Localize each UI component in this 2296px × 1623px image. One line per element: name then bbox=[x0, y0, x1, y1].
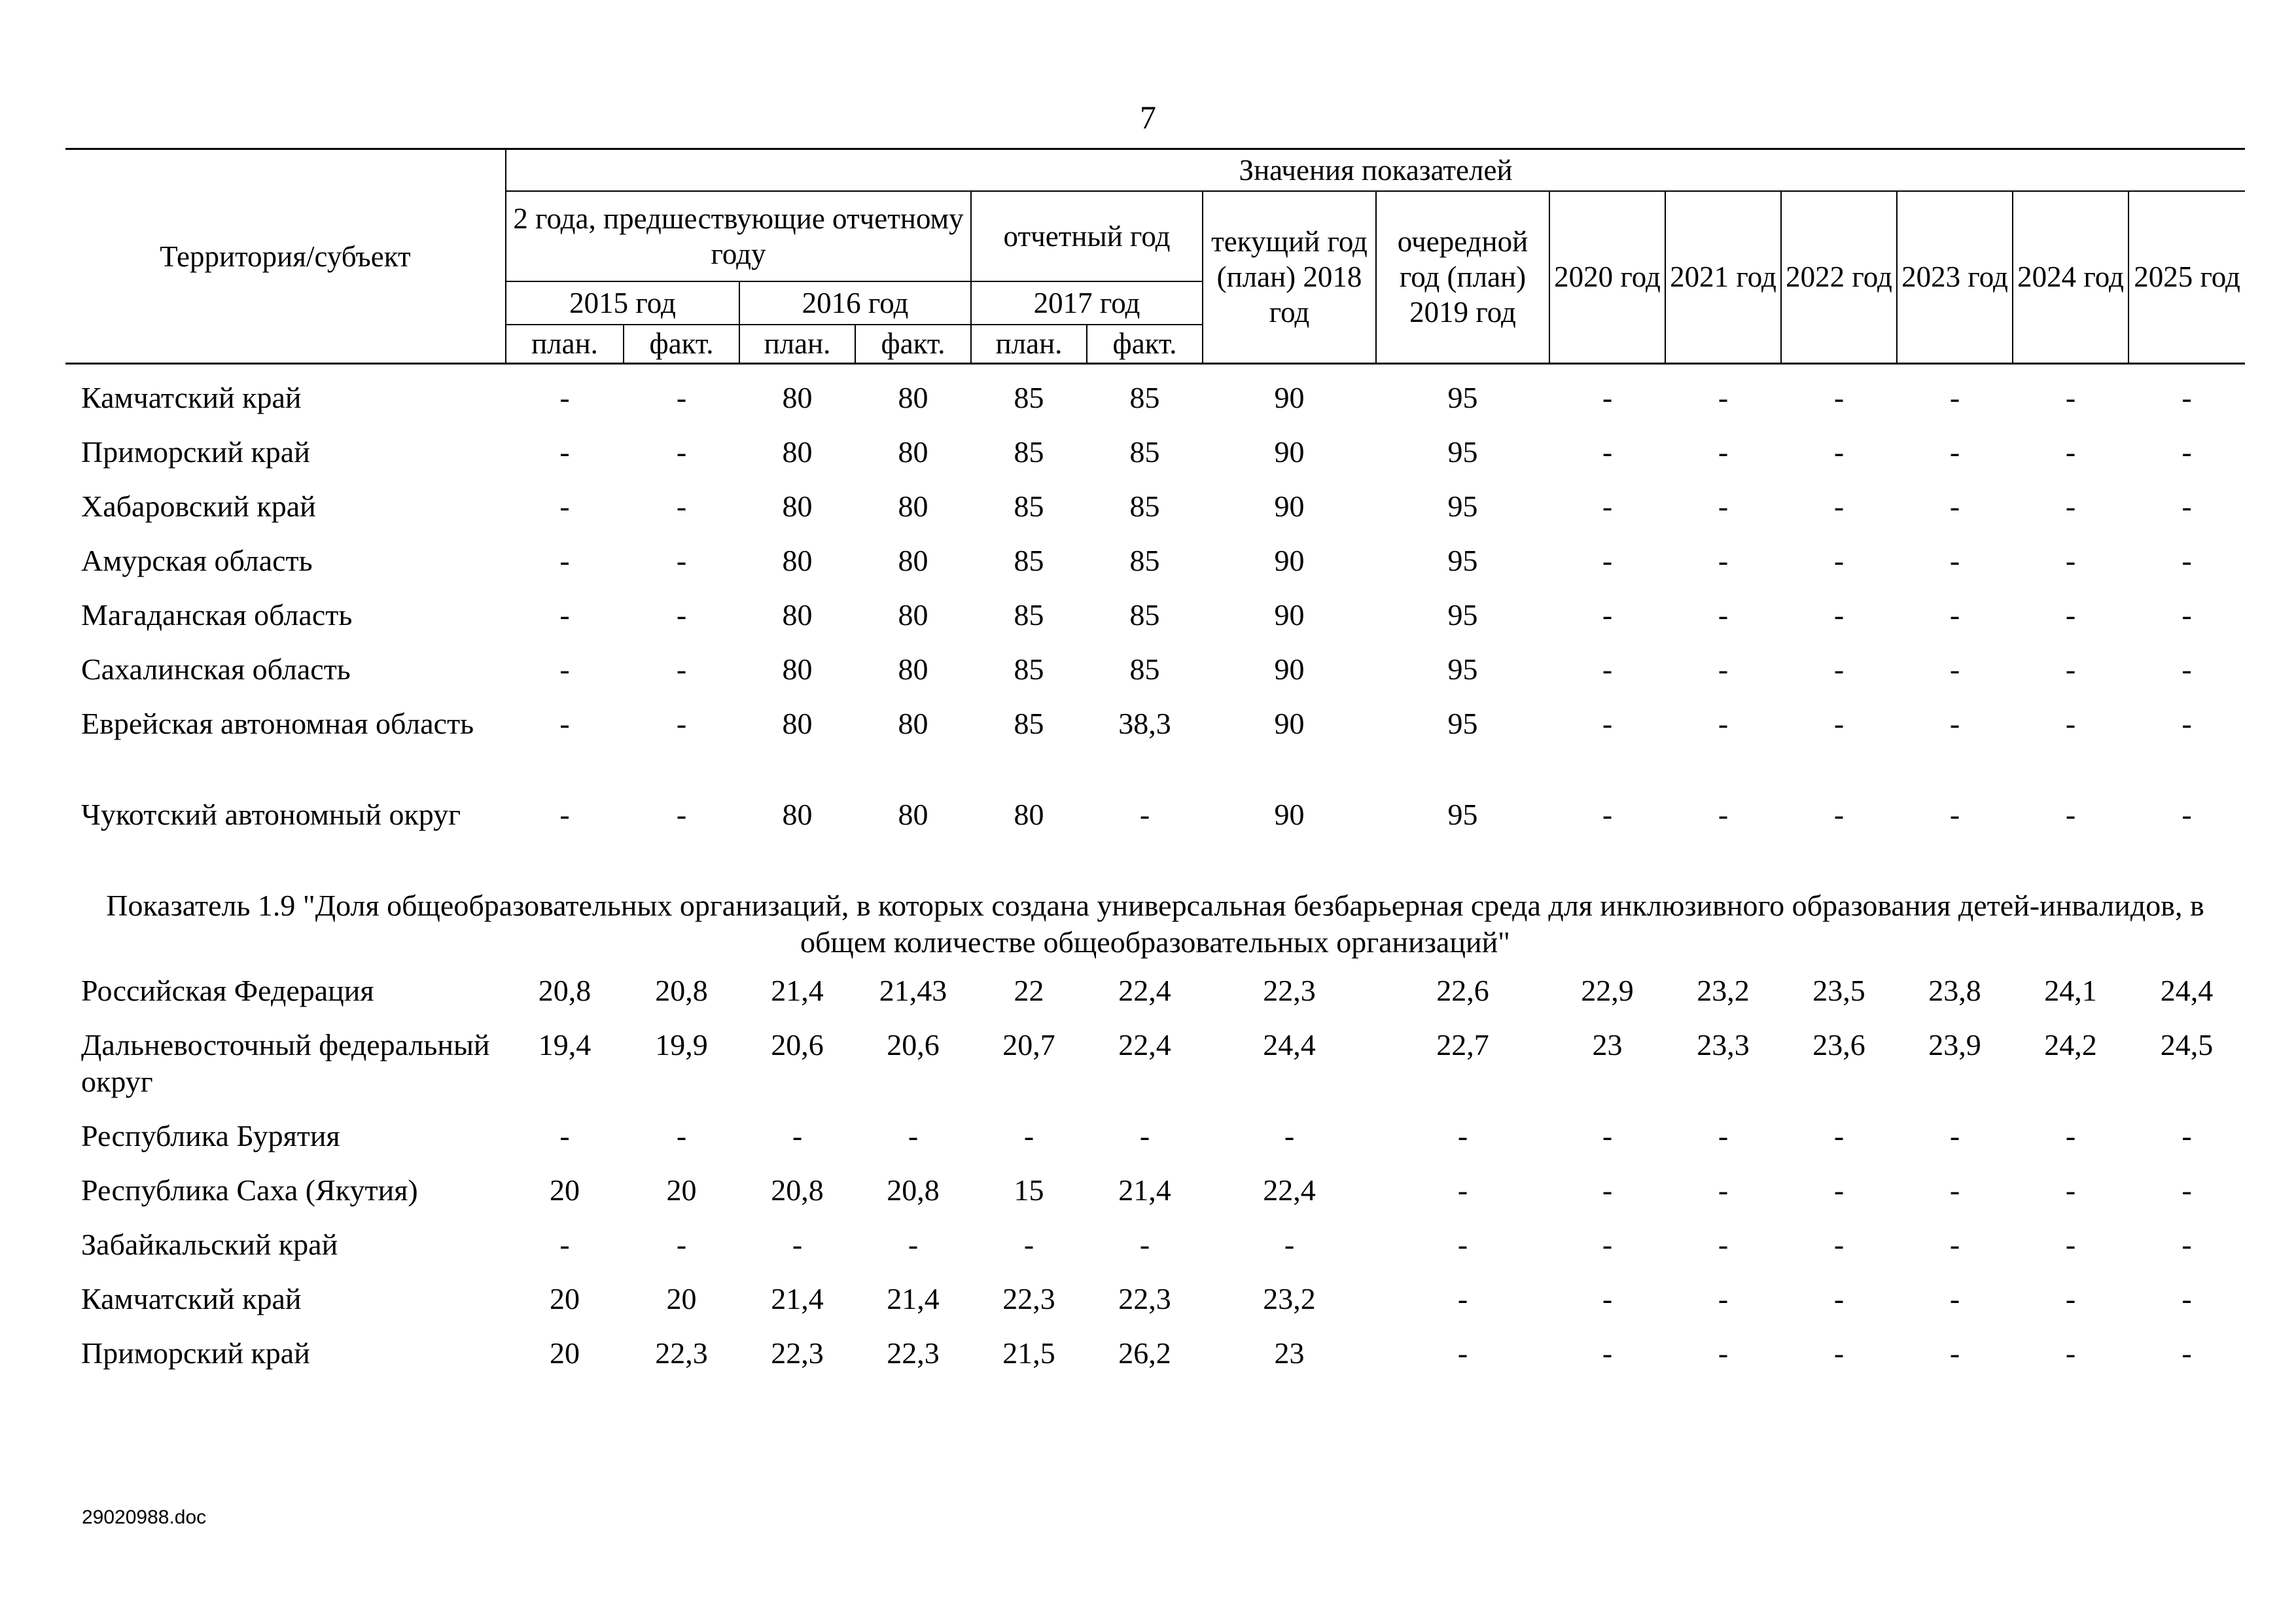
row-value: - bbox=[559, 381, 570, 414]
row-territory: Амурская область bbox=[81, 544, 313, 577]
row-value: - bbox=[2181, 1228, 2192, 1261]
row-territory: Приморский край bbox=[81, 1336, 310, 1370]
row-value: - bbox=[1949, 598, 1960, 632]
row-value: - bbox=[1718, 381, 1729, 414]
row-value: 80 bbox=[782, 798, 813, 831]
row-value: 90 bbox=[1274, 544, 1305, 577]
row-value: - bbox=[559, 544, 570, 577]
row-value: 85 bbox=[1014, 652, 1044, 686]
table-row bbox=[65, 1118, 2245, 1172]
row-value: 23,9 bbox=[1928, 1028, 1981, 1061]
row-territory: Еврейская автономная область bbox=[81, 707, 474, 740]
row-value: 80 bbox=[898, 544, 928, 577]
row-value: 21,5 bbox=[1002, 1336, 1055, 1370]
row-value: 90 bbox=[1274, 707, 1305, 740]
row-value: 80 bbox=[782, 435, 813, 469]
col-2017-fact: факт. bbox=[1087, 325, 1203, 364]
row-value: - bbox=[559, 652, 570, 686]
row-value: - bbox=[2065, 652, 2076, 686]
row-value: - bbox=[2065, 381, 2076, 414]
row-value: - bbox=[792, 1119, 803, 1152]
row-value: - bbox=[2181, 1173, 2192, 1207]
row-value: 22,3 bbox=[1118, 1282, 1171, 1315]
row-value: 22,3 bbox=[1002, 1282, 1055, 1315]
row-value: - bbox=[2181, 1336, 2192, 1370]
table-row bbox=[65, 543, 2245, 597]
row-value: - bbox=[1833, 1119, 1845, 1152]
row-territory: Чукотский автономный округ bbox=[81, 798, 461, 831]
row-value: 23,8 bbox=[1928, 974, 1981, 1007]
row-value: 80 bbox=[782, 598, 813, 632]
row-value: 20,8 bbox=[771, 1173, 824, 1207]
row-value: - bbox=[1602, 1173, 1613, 1207]
row-value: - bbox=[1602, 652, 1613, 686]
row-value: - bbox=[1457, 1282, 1468, 1315]
row-value: - bbox=[1718, 1336, 1729, 1370]
row-value: - bbox=[1833, 1228, 1845, 1261]
row-value: 85 bbox=[1014, 598, 1044, 632]
row-territory: Хабаровский край bbox=[81, 490, 316, 523]
row-value: - bbox=[559, 707, 570, 740]
row-value: 22,4 bbox=[1263, 1173, 1316, 1207]
row-value: - bbox=[1833, 381, 1845, 414]
col-2017-plan: план. bbox=[971, 325, 1087, 364]
row-value: - bbox=[1949, 544, 1960, 577]
row-value: 85 bbox=[1014, 435, 1044, 469]
row-value: - bbox=[559, 490, 570, 523]
row-value: 20 bbox=[550, 1336, 580, 1370]
row-value: - bbox=[1949, 1173, 1960, 1207]
row-value: 20 bbox=[550, 1173, 580, 1207]
row-value: 90 bbox=[1274, 652, 1305, 686]
row-value: - bbox=[1949, 1228, 1960, 1261]
row-value: 80 bbox=[1014, 798, 1044, 831]
row-value: 24,1 bbox=[2044, 974, 2097, 1007]
row-value: - bbox=[2181, 598, 2192, 632]
row-value: 20,7 bbox=[1002, 1028, 1055, 1061]
row-value: - bbox=[2065, 798, 2076, 831]
row-value: 15 bbox=[1014, 1173, 1044, 1207]
row-value: - bbox=[676, 435, 687, 469]
row-value: - bbox=[1949, 798, 1960, 831]
row-value: 22,3 bbox=[887, 1336, 940, 1370]
row-value: 85 bbox=[1014, 544, 1044, 577]
row-value: - bbox=[908, 1119, 919, 1152]
row-value: 24,5 bbox=[2160, 1028, 2214, 1061]
row-territory: Камчатский край bbox=[81, 381, 302, 414]
row-value: - bbox=[1457, 1336, 1468, 1370]
row-value: 95 bbox=[1447, 490, 1478, 523]
row-value: 20 bbox=[666, 1282, 697, 1315]
row-value: - bbox=[1718, 1119, 1729, 1152]
row-value: - bbox=[1602, 1336, 1613, 1370]
row-value: 23 bbox=[1592, 1028, 1623, 1061]
row-value: - bbox=[676, 381, 687, 414]
row-value: 85 bbox=[1014, 707, 1044, 740]
col-2021: 2021 год bbox=[1665, 191, 1781, 364]
row-value: - bbox=[1833, 435, 1845, 469]
row-value: - bbox=[559, 1119, 570, 1152]
row-value: - bbox=[2065, 435, 2076, 469]
col-2016-fact: факт. bbox=[855, 325, 971, 364]
row-value: 80 bbox=[782, 381, 813, 414]
row-value: 23,2 bbox=[1697, 974, 1750, 1007]
row-value: - bbox=[676, 1119, 687, 1152]
row-value: - bbox=[1833, 1173, 1845, 1207]
row-value: - bbox=[1833, 1336, 1845, 1370]
row-value: - bbox=[1718, 798, 1729, 831]
row-value: 80 bbox=[782, 652, 813, 686]
row-value: - bbox=[1602, 1228, 1613, 1261]
row-value: 20 bbox=[666, 1173, 697, 1207]
row-value: - bbox=[1718, 490, 1729, 523]
row-territory: Приморский край bbox=[81, 435, 310, 469]
row-value: 23,6 bbox=[1812, 1028, 1865, 1061]
row-value: - bbox=[1602, 798, 1613, 831]
row-value: 24,4 bbox=[1263, 1028, 1316, 1061]
table-row bbox=[65, 705, 2245, 796]
row-value: 80 bbox=[898, 707, 928, 740]
row-value: - bbox=[1718, 707, 1729, 740]
table-row bbox=[65, 1335, 2245, 1389]
row-value: 85 bbox=[1129, 490, 1160, 523]
row-value: - bbox=[559, 798, 570, 831]
row-territory: Республика Бурятия bbox=[81, 1119, 340, 1152]
row-value: - bbox=[1949, 1336, 1960, 1370]
row-value: - bbox=[2181, 435, 2192, 469]
row-value: - bbox=[2181, 707, 2192, 740]
row-value: 38,3 bbox=[1118, 707, 1171, 740]
row-value: 26,2 bbox=[1118, 1336, 1171, 1370]
row-value: 23 bbox=[1274, 1336, 1305, 1370]
row-value: - bbox=[2065, 544, 2076, 577]
group-report-year: отчетный год bbox=[971, 191, 1203, 281]
row-value: 22,4 bbox=[1118, 974, 1171, 1007]
row-value: 21,43 bbox=[879, 974, 947, 1007]
row-value: 80 bbox=[898, 598, 928, 632]
row-value: - bbox=[1949, 490, 1960, 523]
row-value: - bbox=[1833, 798, 1845, 831]
row-value: 21,4 bbox=[887, 1282, 940, 1315]
row-value: 21,4 bbox=[771, 1282, 824, 1315]
row-value: - bbox=[1023, 1228, 1034, 1261]
table-row bbox=[65, 651, 2245, 705]
row-value: 20,8 bbox=[538, 974, 592, 1007]
row-value: 95 bbox=[1447, 544, 1478, 577]
col-2022: 2022 год bbox=[1781, 191, 1897, 364]
row-value: 80 bbox=[898, 381, 928, 414]
row-value: - bbox=[676, 798, 687, 831]
row-value: - bbox=[559, 1228, 570, 1261]
row-value: 80 bbox=[898, 490, 928, 523]
row-value: 90 bbox=[1274, 381, 1305, 414]
col-2025: 2025 год bbox=[2128, 191, 2245, 364]
row-value: - bbox=[1833, 544, 1845, 577]
row-value: - bbox=[1833, 598, 1845, 632]
group-prev-years: 2 года, предшествующие отчетному году bbox=[506, 191, 971, 281]
row-value: 85 bbox=[1014, 490, 1044, 523]
row-value: - bbox=[1833, 1282, 1845, 1315]
row-value: 80 bbox=[898, 798, 928, 831]
row-value: - bbox=[1602, 381, 1613, 414]
row-value: 85 bbox=[1129, 381, 1160, 414]
values-title: Значения показателей bbox=[506, 149, 2245, 191]
table-row bbox=[65, 380, 2245, 434]
row-value: - bbox=[676, 1228, 687, 1261]
row-value: 85 bbox=[1014, 381, 1044, 414]
row-value: 22,6 bbox=[1436, 974, 1489, 1007]
row-value: - bbox=[676, 707, 687, 740]
row-value: 22,4 bbox=[1118, 1028, 1171, 1061]
row-value: 90 bbox=[1274, 435, 1305, 469]
row-value: - bbox=[1718, 1228, 1729, 1261]
row-value: - bbox=[1833, 490, 1845, 523]
row-value: - bbox=[1602, 1282, 1613, 1315]
row-value: - bbox=[2181, 490, 2192, 523]
row-value: 80 bbox=[898, 435, 928, 469]
row-value: 80 bbox=[782, 490, 813, 523]
row-value: 22,3 bbox=[1263, 974, 1316, 1007]
row-value: - bbox=[1949, 381, 1960, 414]
table-row bbox=[65, 597, 2245, 651]
col-2024: 2024 год bbox=[2013, 191, 2128, 364]
row-value: 80 bbox=[898, 652, 928, 686]
col-2016-plan: план. bbox=[739, 325, 855, 364]
row-value: 19,9 bbox=[655, 1028, 708, 1061]
row-value: - bbox=[1718, 598, 1729, 632]
col-2015: 2015 год bbox=[506, 281, 739, 325]
row-value: 80 bbox=[782, 544, 813, 577]
row-value: - bbox=[1718, 435, 1729, 469]
row-value: - bbox=[1949, 1282, 1960, 1315]
row-value: - bbox=[2181, 544, 2192, 577]
table-header bbox=[65, 148, 2245, 365]
row-value: - bbox=[1284, 1119, 1295, 1152]
row-value: - bbox=[1949, 435, 1960, 469]
row-value: - bbox=[2065, 1282, 2076, 1315]
row-territory: Камчатский край bbox=[81, 1282, 302, 1315]
table-row bbox=[65, 488, 2245, 543]
col-2017: 2017 год bbox=[971, 281, 1203, 325]
row-value: - bbox=[2181, 652, 2192, 686]
row-value: - bbox=[1718, 544, 1729, 577]
col-2015-plan: план. bbox=[506, 325, 624, 364]
row-value: - bbox=[1602, 1119, 1613, 1152]
row-value: - bbox=[676, 544, 687, 577]
row-value: - bbox=[676, 598, 687, 632]
row-value: 95 bbox=[1447, 381, 1478, 414]
row-value: 22,7 bbox=[1436, 1028, 1489, 1061]
row-value: 85 bbox=[1129, 544, 1160, 577]
row-value: 95 bbox=[1447, 598, 1478, 632]
row-value: - bbox=[1949, 707, 1960, 740]
row-value: 85 bbox=[1129, 598, 1160, 632]
col-2015-fact: факт. bbox=[624, 325, 739, 364]
row-value: 23,5 bbox=[1812, 974, 1865, 1007]
row-value: 24,4 bbox=[2160, 974, 2214, 1007]
col-2020: 2020 год bbox=[1549, 191, 1665, 364]
row-value: 23,2 bbox=[1263, 1282, 1316, 1315]
row-value: - bbox=[2181, 1282, 2192, 1315]
row-value: 95 bbox=[1447, 435, 1478, 469]
indicator-title: Показатель 1.9 "Доля общеобразовательных организаций, в которых создана универсальная безбарьерная среда для инклюзивного образования детей-инвалидов, в общем количестве общеобразовательных организаций" bbox=[106, 889, 2204, 959]
row-value: - bbox=[792, 1228, 803, 1261]
row-value: - bbox=[1949, 1119, 1960, 1152]
row-value: 95 bbox=[1447, 652, 1478, 686]
row-value: - bbox=[1457, 1173, 1468, 1207]
row-value: - bbox=[1139, 1228, 1150, 1261]
footer-filename: 29020988.doc bbox=[82, 1507, 207, 1528]
row-value: 20,8 bbox=[887, 1173, 940, 1207]
row-value: 20,6 bbox=[887, 1028, 940, 1061]
row-value: - bbox=[2065, 1119, 2076, 1152]
row-territory: Российская Федерация bbox=[81, 974, 374, 1007]
row-value: - bbox=[2181, 381, 2192, 414]
row-territory: Дальневосточный федеральный округ bbox=[81, 1028, 490, 1098]
row-value: - bbox=[1718, 1173, 1729, 1207]
row-value: 22,3 bbox=[655, 1336, 708, 1370]
row-value: 22,3 bbox=[771, 1336, 824, 1370]
col-territory: Территория/субъект bbox=[65, 149, 506, 364]
row-value: - bbox=[1602, 707, 1613, 740]
row-value: 20,8 bbox=[655, 974, 708, 1007]
row-value: - bbox=[2065, 490, 2076, 523]
row-value: - bbox=[676, 652, 687, 686]
row-value: 22 bbox=[1014, 974, 1044, 1007]
row-value: - bbox=[2065, 707, 2076, 740]
row-value: - bbox=[1602, 490, 1613, 523]
table-row bbox=[65, 972, 2245, 1027]
row-value: 24,2 bbox=[2044, 1028, 2097, 1061]
row-value: - bbox=[2065, 1228, 2076, 1261]
row-value: - bbox=[1833, 707, 1845, 740]
row-value: 23,3 bbox=[1697, 1028, 1750, 1061]
table-row bbox=[65, 1281, 2245, 1335]
row-value: 20,6 bbox=[771, 1028, 824, 1061]
row-value: - bbox=[1602, 435, 1613, 469]
row-value: - bbox=[1139, 1119, 1150, 1152]
row-territory: Сахалинская область bbox=[81, 652, 351, 686]
row-value: - bbox=[1718, 652, 1729, 686]
row-territory: Забайкальский край bbox=[81, 1228, 338, 1261]
col-2023: 2023 год bbox=[1897, 191, 2013, 364]
row-territory: Республика Саха (Якутия) bbox=[81, 1173, 418, 1207]
row-value: - bbox=[2065, 1173, 2076, 1207]
col-next-year: очередной год (план) 2019 год bbox=[1376, 191, 1549, 364]
row-value: 19,4 bbox=[538, 1028, 592, 1061]
col-current-year: текущий год (план) 2018 год bbox=[1203, 191, 1376, 364]
table-row bbox=[65, 1172, 2245, 1226]
row-value: - bbox=[559, 598, 570, 632]
row-value: - bbox=[676, 490, 687, 523]
page-number: 7 bbox=[1140, 99, 1156, 135]
row-value: - bbox=[1457, 1119, 1468, 1152]
row-value: - bbox=[2065, 1336, 2076, 1370]
row-value: - bbox=[1949, 652, 1960, 686]
table-row bbox=[65, 1226, 2245, 1281]
row-territory: Магаданская область bbox=[81, 598, 353, 632]
table-row bbox=[65, 796, 2245, 887]
table-body bbox=[65, 380, 2245, 1389]
row-value: - bbox=[559, 435, 570, 469]
row-value: 90 bbox=[1274, 598, 1305, 632]
row-value: 80 bbox=[782, 707, 813, 740]
row-value: 21,4 bbox=[771, 974, 824, 1007]
row-value: - bbox=[1833, 652, 1845, 686]
row-value: - bbox=[2181, 798, 2192, 831]
col-2016: 2016 год bbox=[739, 281, 971, 325]
row-value: - bbox=[1023, 1119, 1034, 1152]
table-row bbox=[65, 1027, 2245, 1118]
row-value: - bbox=[1718, 1282, 1729, 1315]
row-value: - bbox=[1602, 598, 1613, 632]
row-value: - bbox=[908, 1228, 919, 1261]
row-value: 95 bbox=[1447, 707, 1478, 740]
row-value: 95 bbox=[1447, 798, 1478, 831]
row-value: - bbox=[2065, 598, 2076, 632]
row-value: - bbox=[1602, 544, 1613, 577]
row-value: - bbox=[1457, 1228, 1468, 1261]
row-value: 21,4 bbox=[1118, 1173, 1171, 1207]
row-value: 90 bbox=[1274, 490, 1305, 523]
row-value: - bbox=[2181, 1119, 2192, 1152]
row-value: 85 bbox=[1129, 652, 1160, 686]
table-row bbox=[65, 434, 2245, 488]
row-value: - bbox=[1139, 798, 1150, 831]
row-value: 90 bbox=[1274, 798, 1305, 831]
row-value: - bbox=[1284, 1228, 1295, 1261]
row-value: 22,9 bbox=[1581, 974, 1634, 1007]
row-value: 85 bbox=[1129, 435, 1160, 469]
row-value: 20 bbox=[550, 1282, 580, 1315]
